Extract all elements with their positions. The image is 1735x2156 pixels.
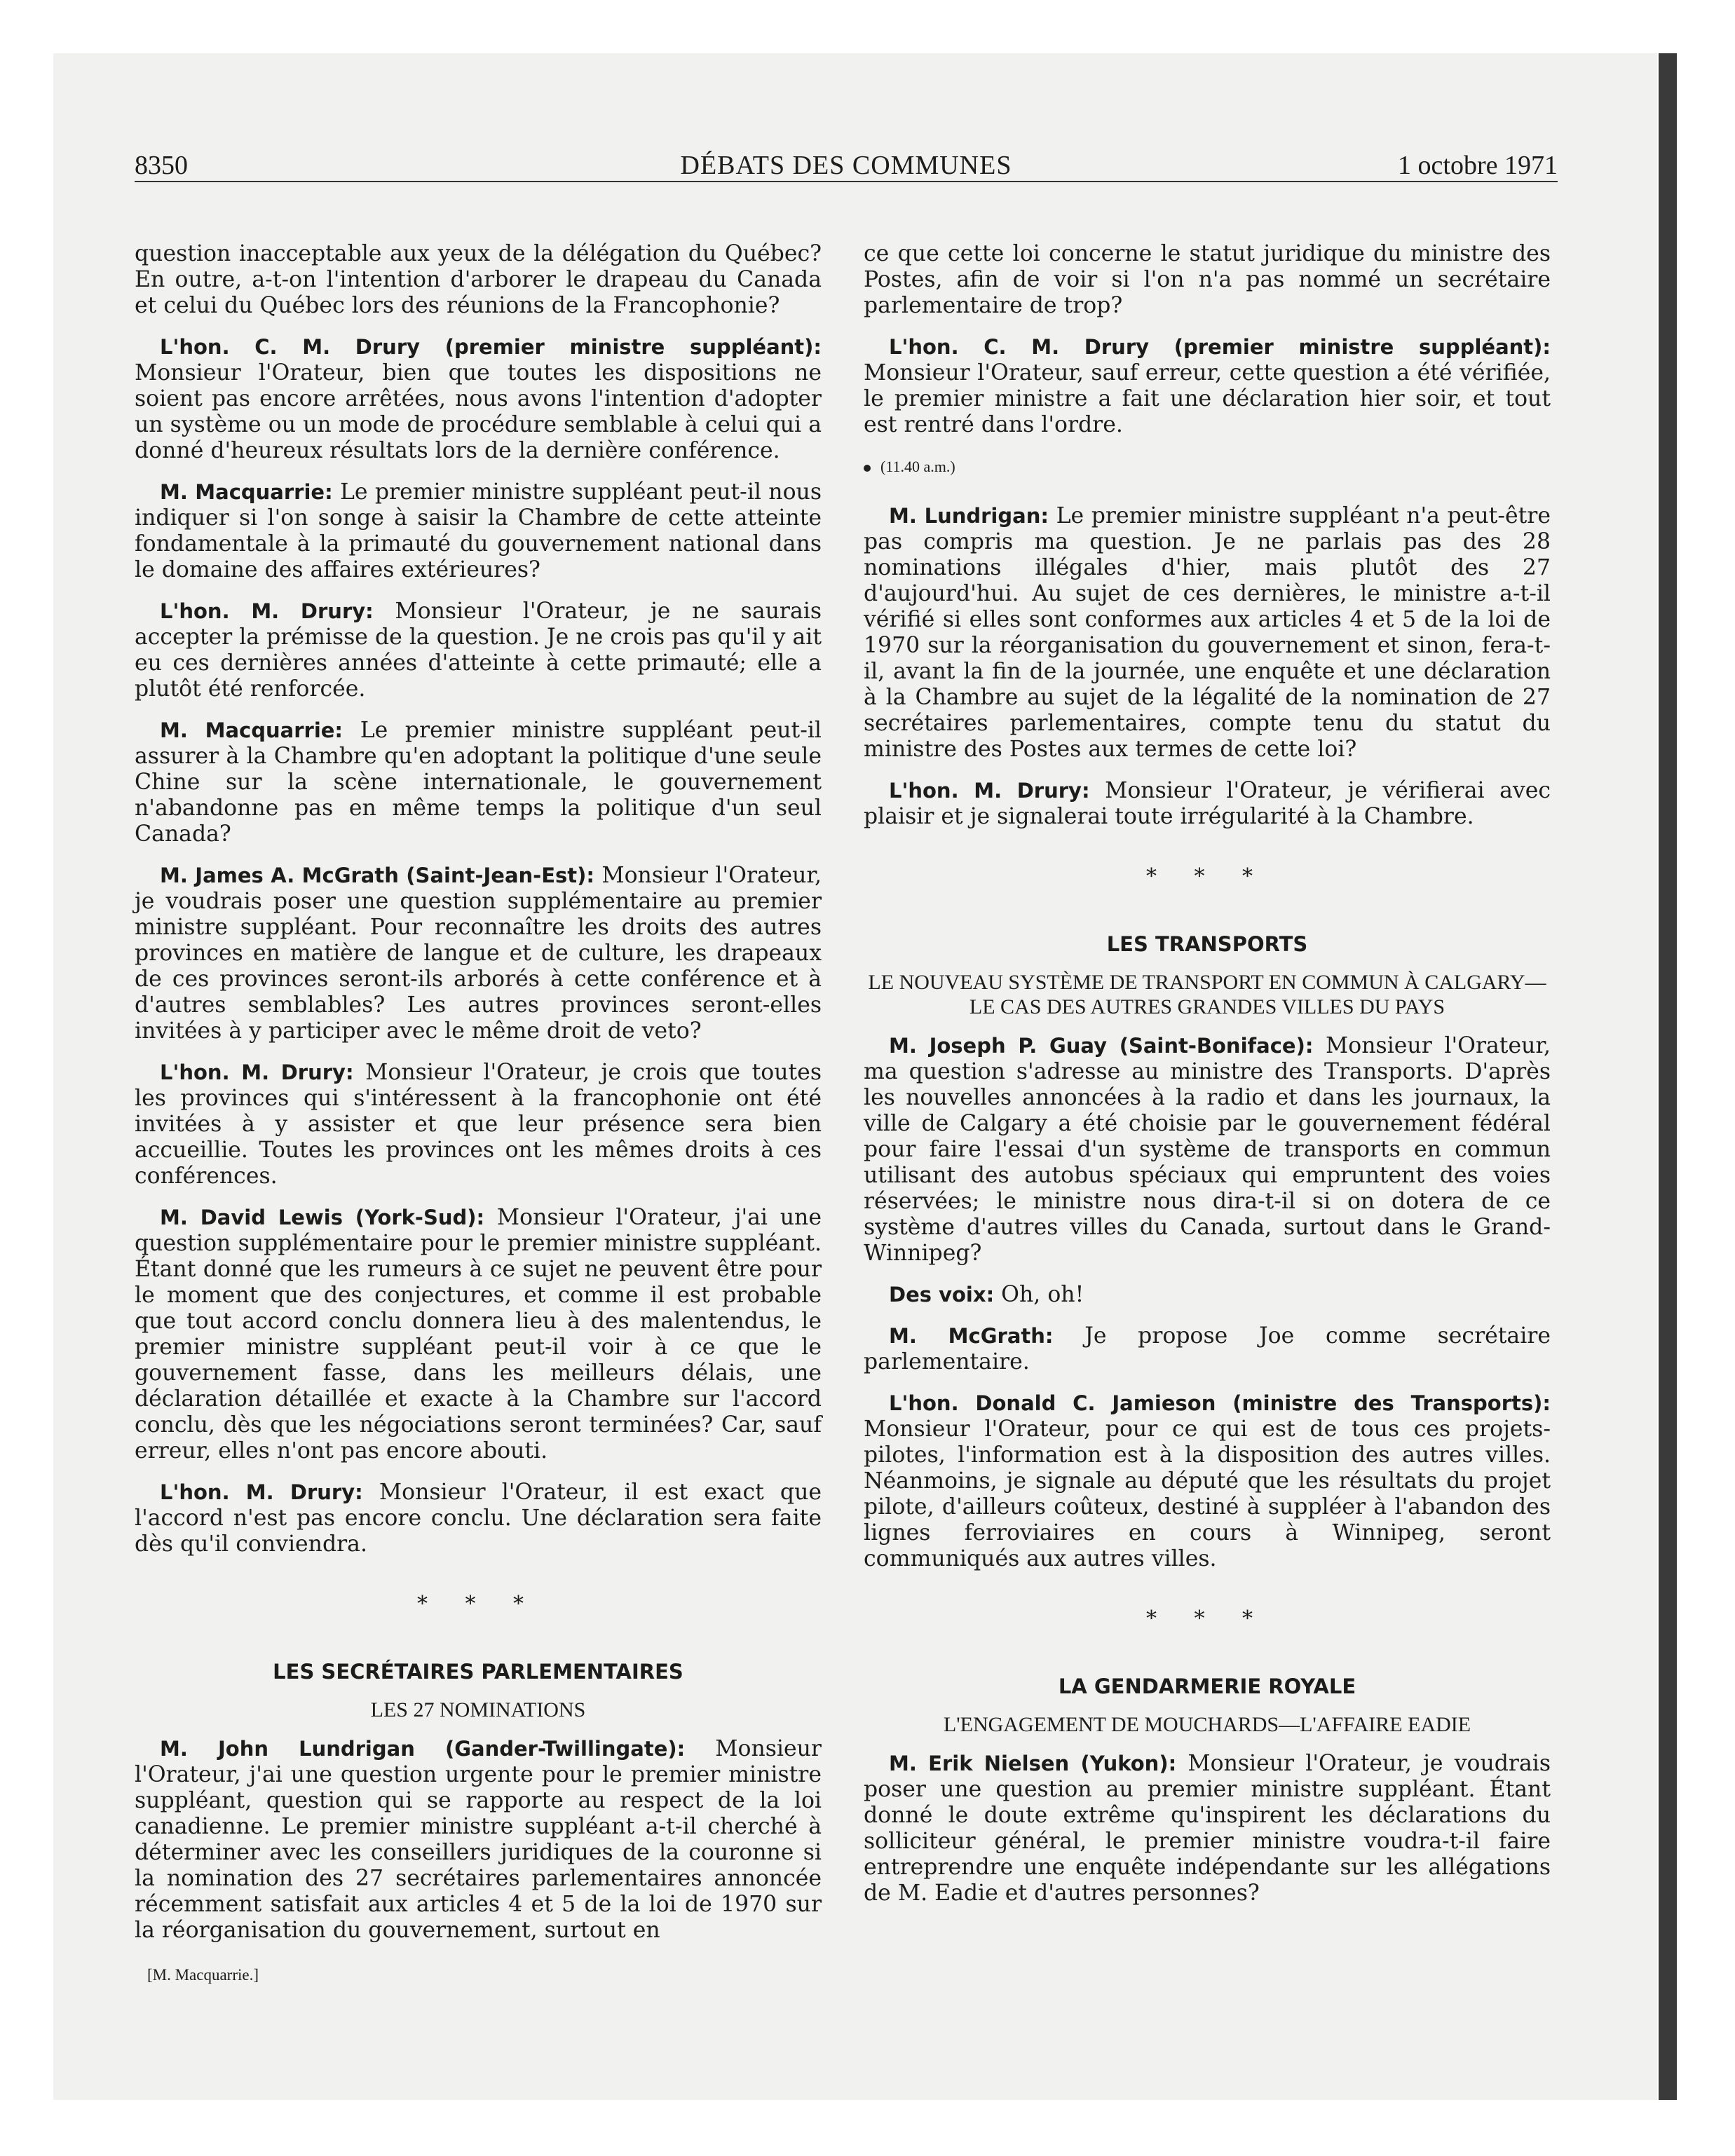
paragraph — [135, 1736, 822, 1944]
subsection-heading: LE NOUVEAU SYSTÈME DE TRANSPORT EN COMMUN À CALGARY—LE CAS DES AUTRES GRANDES VILLES DU PAYS — [868, 971, 1546, 1018]
left-column — [135, 241, 822, 1988]
paragraph — [135, 863, 822, 1044]
paragraph — [864, 1033, 1551, 1267]
speech: Monsieur l'Orateur, je vérifierai avec plaisir et je signalerai toute irrégularité à la Chambre. — [864, 778, 1551, 829]
speaker: M. McGrath: — [889, 1324, 1054, 1348]
paragraph — [864, 1323, 1551, 1375]
publication-title: DÉBATS DES COMMUNES — [680, 151, 1012, 180]
paragraph — [864, 1751, 1551, 1906]
speech: Monsieur l'Orateur, il est exact que l'accord n'est pas encore conclu. Une déclaration sera faite dès qu'il conviendra. — [135, 1480, 822, 1557]
speaker: L'hon. M. Drury: — [160, 1480, 363, 1504]
time-stamp — [864, 453, 1551, 479]
speech: Monsieur l'Orateur, je ne saurais accepter la prémisse de la question. Je ne crois pas qu'il y ait eu ces dernières années d'atteinte à cette primauté; elle a plutôt été renforcée. — [135, 599, 822, 702]
bullet-icon — [864, 465, 871, 472]
paragraph: question inacceptable aux yeux de la délégation du Québec? En outre, a-t-on l'intention d'arborer le drapeau du Canada et celui du Québec lors des réunions de la Francophonie? — [135, 241, 822, 318]
speech: Le premier ministre suppléant peut-il assurer à la Chambre qu'en adoptant la politique d'une seule Chine sur la scène internationale, le gouvernement n'abandonne pas en même temps la politique d'un seul Canada? — [135, 718, 822, 847]
section-separator: * * * — [416, 1592, 540, 1616]
speech: Monsieur l'Orateur, je voudrais poser une question supplémentaire au premier ministre suppléant. Pour reconnaître les droits des autres provinces en matière de langue et de culture, les drapeaux de ces provinces seront-ils arborés à cette conférence et à d'autres semblables? Les autres provinces seront-elles invitées à y participer avec le même droit de veto? — [135, 863, 822, 1044]
paragraph — [864, 503, 1551, 763]
speech: Le premier ministre suppléant n'a peut-être pas compris ma question. Je ne parlais pas des 28 nominations illégales d'hier, mais plutôt des 27 d'aujourd'hui. Au sujet de ces dernières, le ministre a-t-il vérifié si elles sont conformes aux articles 4 et 5 de la loi de 1970 sur la réorganisation du gouvernement et sinon, fera-t-il, avant la fin de la journée, une enquête et une déclaration à la Chambre au sujet de la légalité de la nomination de 27 secrétaires parlementaires, compte tenu du statut du ministre des Postes aux termes de cette loi? — [864, 503, 1551, 762]
right-column — [864, 241, 1551, 1922]
paragraph — [864, 334, 1551, 438]
speaker: M. Erik Nielsen (Yukon): — [889, 1752, 1177, 1775]
speaker: M. John Lundrigan (Gander-Twillingate): — [160, 1737, 686, 1761]
speaker: L'hon. Donald C. Jamieson (ministre des Transports): — [889, 1391, 1551, 1415]
speech: Monsieur l'Orateur, je crois que toutes les provinces qui s'intéressent à la francophonie ont été invitées à y assister et que leur présence sera bien accueillie. Toutes les provinces ont les mêmes droits à ces conférences. — [135, 1060, 822, 1189]
speech: Monsieur l'Orateur, pour ce qui est de tous ces projets-pilotes, l'information est à la disposition des autres villes. Néanmoins, je signale au député que les résultats du projet pilote, d'ailleurs coûteux, destiné à suppléer à l'abandon des lignes ferroviaires en cours à Winnipeg, seront communiqués aux autres villes. — [864, 1417, 1551, 1571]
speaker: M. David Lewis (York-Sud): — [160, 1206, 485, 1229]
page-number: 8350 — [135, 151, 188, 180]
speech: Oh, oh! — [994, 1282, 1084, 1307]
paragraph — [135, 718, 822, 847]
paragraph — [135, 479, 822, 583]
speaker: M. Macquarrie: — [160, 480, 333, 504]
paragraph — [135, 1480, 822, 1557]
section-heading: LES SECRÉTAIRES PARLEMENTAIRES — [273, 1660, 683, 1684]
scan-edge — [1659, 53, 1677, 2100]
speaker: L'hon. M. Drury: — [889, 779, 1090, 803]
speech: Monsieur l'Orateur, sauf erreur, cette question a été vérifiée, le premier ministre a fait une déclaration hier soir, et tout est rentré dans l'ordre. — [864, 360, 1551, 437]
paragraph — [135, 599, 822, 702]
speaker: M. Lundrigan: — [889, 504, 1049, 528]
speaker: L'hon. M. Drury: — [160, 1060, 354, 1084]
footer-note: [M. Macquarrie.] — [147, 1966, 259, 1984]
subsection-heading: LES 27 NOMINATIONS — [370, 1698, 586, 1721]
paragraph: ce que cette loi concerne le statut juridique du ministre des Postes, afin de voir si l'on n'a pas nommé un secrétaire parlementaire de trop? — [864, 241, 1551, 318]
speech: Monsieur l'Orateur, bien que toutes les dispositions ne soient pas encore arrêtées, nous avons l'intention d'adopter un système ou un mode de procédure semblable à celui qui a donné d'heureux résultats lors de la dernière conférence. — [135, 360, 822, 463]
speech: Le premier ministre suppléant peut-il nous indiquer si l'on songe à saisir la Chambre de cette atteinte fondamentale à la primauté du gouvernement national dans le domaine des affaires extérieures? — [135, 479, 822, 582]
running-header — [135, 150, 1558, 182]
speech: Je propose Joe comme secrétaire parlementaire. — [864, 1323, 1551, 1374]
section-separator: * * * — [1145, 864, 1269, 889]
speaker: M. Joseph P. Guay (Saint-Boniface): — [889, 1034, 1314, 1058]
speaker: L'hon. C. M. Drury (premier ministre suppléant): — [889, 335, 1551, 359]
paragraph — [864, 1282, 1551, 1308]
paragraph — [135, 334, 822, 464]
subsection-heading: L'ENGAGEMENT DE MOUCHARDS—L'AFFAIRE EADIE — [943, 1713, 1471, 1736]
speech: Monsieur l'Orateur, j'ai une question supplémentaire pour le premier ministre suppléant. Étant donné que les rumeurs à ce sujet ne peuvent être pour le moment que des conjectures, et comme il est probable que tout accord conclu donnera lieu à des malentendus, le premier ministre suppléant peut-il voir à ce que le gouvernement fasse, dans les meilleurs délais, une déclaration détaillée et exacte à la Chambre sur l'accord conclu, dès que les négociations seront terminées? Car, sauf erreur, elles n'ont pas encore abouti. — [135, 1205, 822, 1464]
paragraph — [135, 1060, 822, 1189]
paragraph — [864, 778, 1551, 830]
speech: Monsieur l'Orateur, je voudrais poser une question au premier ministre suppléant. Étant donné le doute extrême qu'inspirent les déclarations du solliciteur général, le premier ministre voudra-t-il faire entreprendre une enquête indépendante sur les allégations de M. Eadie et d'autres personnes? — [864, 1751, 1551, 1906]
issue-date: 1 octobre 1971 — [1398, 151, 1558, 180]
paragraph — [135, 1205, 822, 1464]
speaker: M. Macquarrie: — [160, 718, 343, 742]
section-heading: LA GENDARMERIE ROYALE — [1058, 1674, 1356, 1698]
speaker: L'hon. C. M. Drury (premier ministre suppléant): — [160, 335, 822, 359]
speech: Monsieur l'Orateur, ma question s'adresse au ministre des Transports. D'après les nouvelles annoncées à la radio et dans les journaux, la ville de Calgary a été choisie par le gouvernement fédéral pour faire l'essai d'un système de transports en commun utilisant des autobus spéciaux qui empruntent des voies réservées; le ministre nous dira-t-il si on dotera de ce système d'autres villes du Canada, surtout dans le Grand-Winnipeg? — [864, 1033, 1551, 1266]
speech: Monsieur l'Orateur, j'ai une question urgente pour le premier ministre suppléant, question qui se rapporte au respect de la loi canadienne. Le premier ministre suppléant a-t-il cherché à déterminer avec les conseillers juridiques de la couronne si la nomination des 27 secrétaires parlementaires annoncée récemment satisfait aux articles 4 et 5 de la loi de 1970 sur la réorganisation du gouvernement, surtout en — [135, 1736, 822, 1943]
section-separator: * * * — [1145, 1606, 1269, 1631]
paragraph — [864, 1391, 1551, 1572]
speaker: L'hon. M. Drury: — [160, 599, 374, 623]
speaker: Des voix: — [889, 1283, 995, 1306]
speaker: M. James A. McGrath (Saint-Jean-Est): — [160, 864, 594, 887]
time-label: (11.40 a.m.) — [880, 458, 955, 475]
section-heading: LES TRANSPORTS — [1106, 932, 1308, 956]
